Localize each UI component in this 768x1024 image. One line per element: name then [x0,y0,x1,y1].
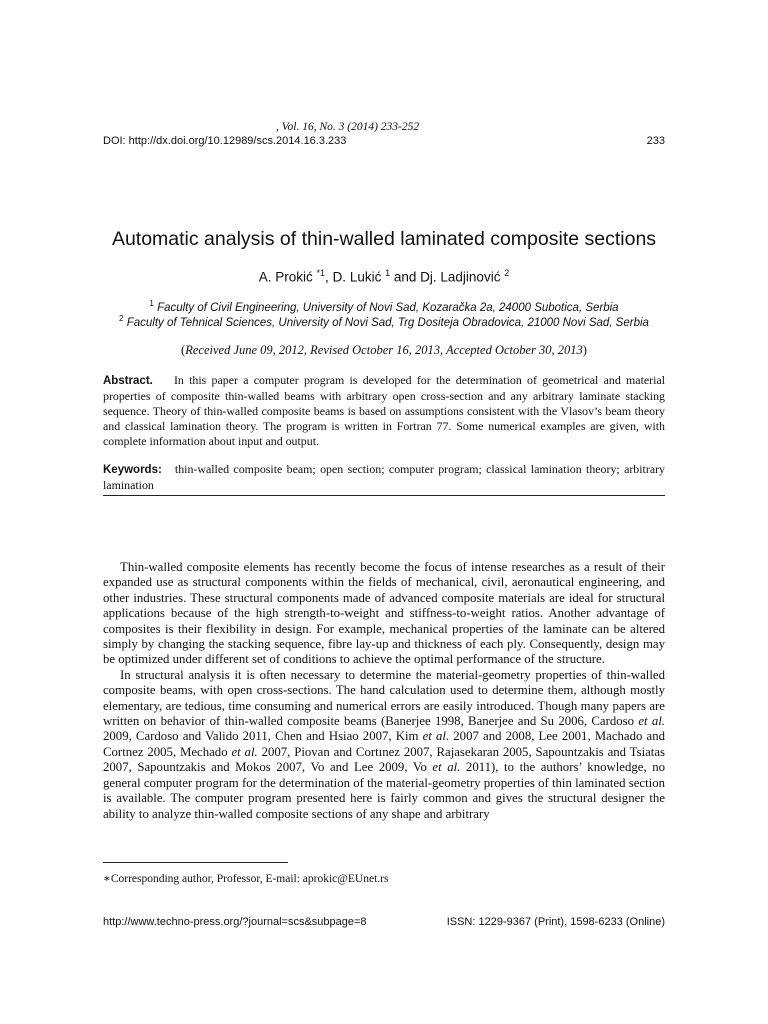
paper-title: Automatic analysis of thin-walled laminated composite sections [111,228,657,250]
author-name: D. Lukić [332,269,382,285]
author-superscript: 1 [385,268,391,278]
body-text [103,560,665,822]
journal-reference: , Vol. 16, No. 3 (2014) 233-252 [276,121,420,133]
paragraph-text: 2007, Piovan and Cortınez 2007, Rajasekaran 2005, Sapountzakis and Tsiatas 2007, Sapountzakis and Mokos 2007, Vo and Lee 2009, Vo [103,744,666,775]
paren-open: ( [181,343,186,357]
affiliation [0,299,768,314]
affiliation [0,314,768,329]
paragraph-text: 2009, Cardoso and Valido 2011, Chen and Hsiao 2007, Kim [103,729,423,744]
et-al: et al. [422,729,450,744]
keywords [103,462,665,496]
keywords-label: Keywords: [103,464,162,476]
author-separator: and [390,269,421,285]
paragraph-text: 2007 and 2008, Lee 2001, Machado and Cortnez 2005, Mechado [103,729,665,759]
received-dates [0,343,768,358]
doi-link[interactable]: DOI: http://dx.doi.org/10.12989/scs.2014.16.3.233 [103,135,347,147]
paragraph [103,668,665,822]
page-number: 233 [646,135,665,147]
footnote-divider [103,862,288,863]
et-al: et al. [432,760,461,775]
author-list [0,268,768,285]
paragraph-text: Thin-walled composite elements has recently become the focus of intense researches as a result of their expanded use as structural components within the fields of mechanical, civil, aeronautical engineering, and other industries. These structural components made of advanced composite materials are ideal for structural applications because of the high strength-to-weight and stiffness-to-weight ratios. Another advantage of composites is their flexibility in design. For example, mechanical properties of the laminate can be altered simply by changing the stacking sequence, fibre lay-up and thickness of each ply. Consequently, design may be optimized under different set of conditions to achieve the optimal performance of the structure. [103,560,665,667]
author-superscript: 2 [504,268,510,278]
affiliation-number: 2 [119,314,124,323]
affiliation-text: Faculty of Civil Engineering, University of Novi Sad, Kozaračka 2a, 24000 Subotica, Serbia [157,301,619,314]
et-al: et al. [231,744,258,759]
author-separator: , [325,269,333,285]
author-name: A. Prokić [258,269,313,285]
author-name: Dj. Ladjinović [420,269,501,285]
et-al: et al. [638,714,665,729]
abstract-text: In this paper a computer program is developed for the determination of geometrical and material properties of composite thin-walled beams with arbitrary open cross-section and any arbitrary laminate stacking sequence. Theory of thin-walled composite beams is based on assumptions consistent with the Vlasov’s beam theory and classical lamination theory. The program is written in Fortran 77. Some numerical examples are given, with complete information about input and output. [103,373,665,448]
author-superscript: *1 [316,268,326,278]
journal-url-link[interactable]: http://www.techno-press.org/?journal=scs&subpage=8 [103,916,367,928]
paren-close: ) [582,343,587,357]
affiliation-number: 1 [149,299,154,308]
issn: ISSN: 1229-9367 (Print), 1598-6233 (Online) [446,916,665,928]
abstract [103,373,665,449]
footnote: ∗Corresponding author, Professor, E-mail: aprokic@EUnet.rs [103,873,389,885]
abstract-label: Abstract. [103,375,153,387]
keywords-text: thin-walled composite beam; open section; computer program; classical lamination theory; arbitrary lamination [103,462,665,492]
paragraph-text: 2011), to the authors’ knowledge, no general computer program for the determination of the material-geometry properties of thin laminated section is available. The computer program presented here is fairly common and gives the structural designer the ability to analyze thin-walled composite sections of any shape and arbitrary [103,760,666,821]
page-footer [103,916,665,928]
paragraph [103,560,665,668]
paragraph-text: In structural analysis it is often necessary to determine the material-geometry properties of thin-walled composite beams, with open cross-sections. The hand calculation used to determine them, although mostly elementary, are tedious, time consuming and numerical errors are easily introduced. Though many papers are written on behavior of thin-walled composite beams (Banerjee 1998, Banerjee and Su 2006, Cardoso [103,667,665,729]
affiliation-text: Faculty of Tehnical Sciences, University of Novi Sad, Trg Dositeja Obradovica, 21000 Novi Sad, Serbia [126,316,649,329]
doi-line [103,135,665,147]
received-text: Received June 09, 2012, Revised October 16, 2013, Accepted October 30, 2013 [185,343,583,357]
